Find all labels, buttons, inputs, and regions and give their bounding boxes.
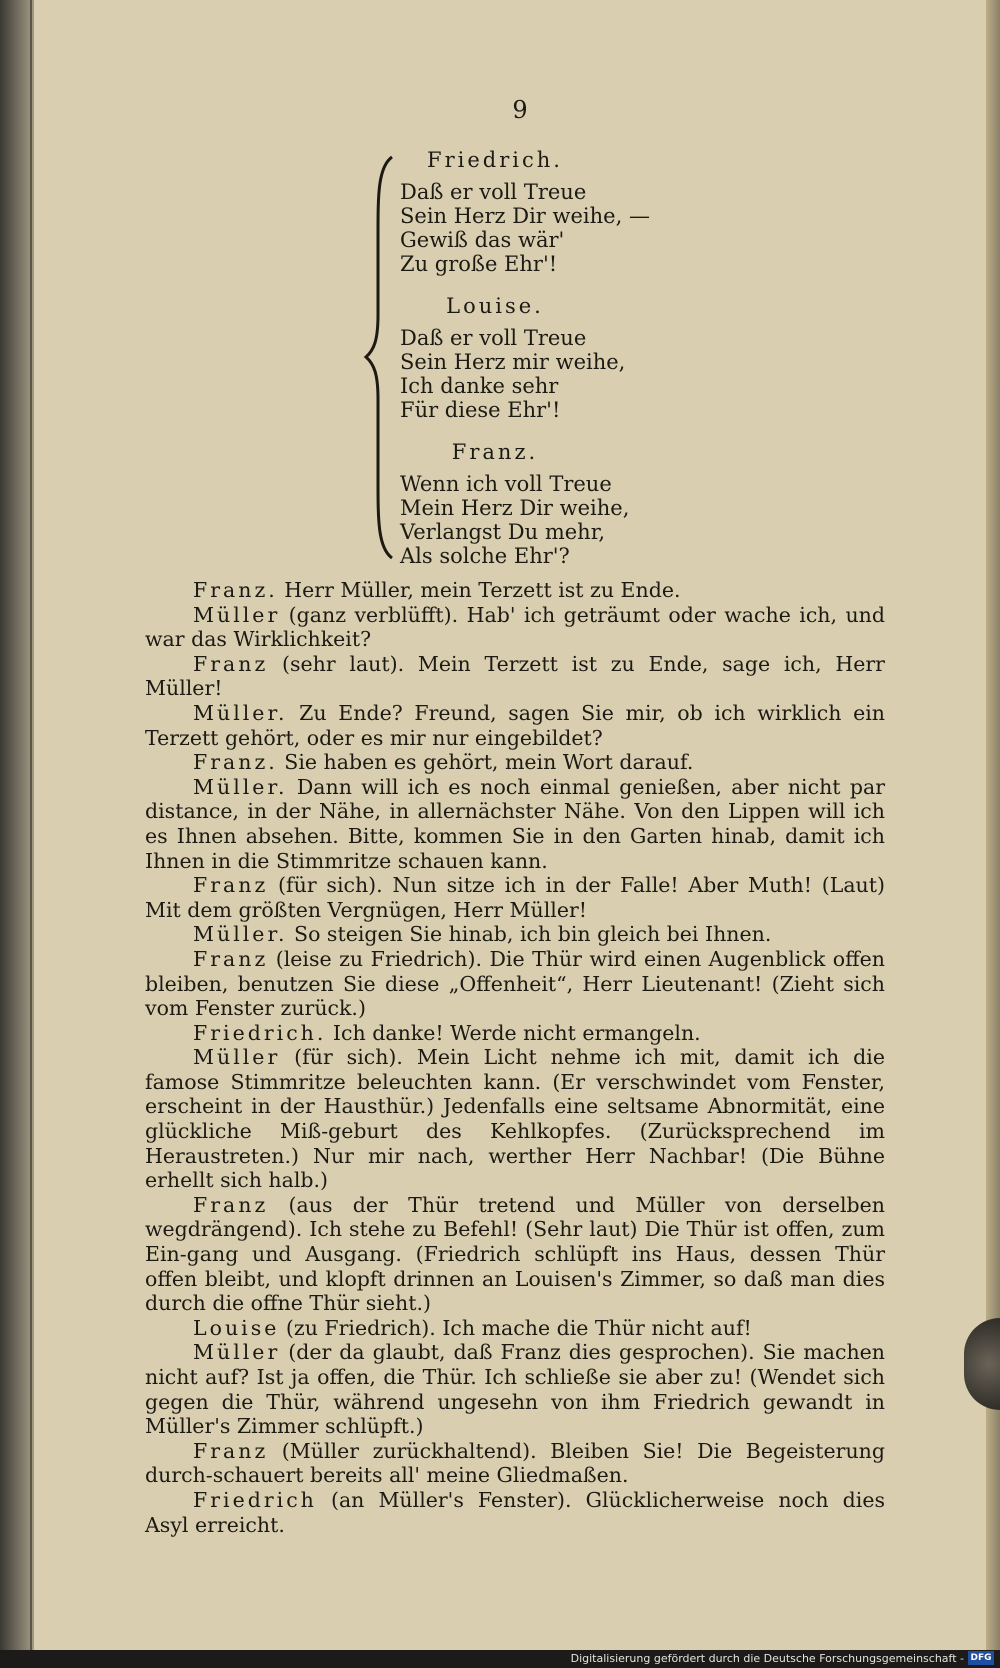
speaker-name: Franz	[193, 1192, 269, 1217]
dialogue-text: (an Müller's Fenster). Glücklicherweise noch dies Asyl erreicht.	[145, 1487, 885, 1537]
speaker-name: Müller	[193, 602, 281, 627]
speaker-name: Friedrich	[193, 1487, 317, 1512]
dialogue-text: (sehr laut). Mein Terzett ist zu Ende, sage ich, Herr Müller!	[145, 651, 885, 701]
speaker-name: Franz	[193, 946, 269, 971]
verse-speaker: Friedrich.	[427, 148, 563, 172]
dialogue-line	[145, 1439, 885, 1488]
verse-line: Für diese Ehr'!	[400, 398, 561, 422]
dialogue-line	[145, 652, 885, 701]
dialogue-text: (ganz verblüfft). Hab' ich geträumt oder wache ich, und war das Wirklichkeit?	[145, 602, 885, 652]
dialogue-text: (für sich). Mein Licht nehme ich mit, damit ich die famose Stimmritze beleuchten kann. (Er verschwindet vom Fenster, erscheint in der Hausthür.) Jedenfalls eine seltsame Abnormität, eine glückliche Miß-geburt des Kehlkopfes. (Zurücksprechend im Heraustreten.) Nur mir nach, werther Herr Nachbar! (Die Bühne erhellt sich halb.)	[145, 1045, 885, 1193]
speaker-name: Müller.	[193, 922, 288, 947]
dialogue-text: (für sich). Nun sitze ich in der Falle! Aber Muth! (Laut) Mit dem größten Vergnügen, Herr Müller!	[145, 873, 885, 922]
dialogue-line	[145, 603, 885, 652]
verse-line: Daß er voll Treue	[400, 326, 587, 350]
verse-block	[400, 148, 660, 276]
dialogue-text: (zu Friedrich). Ich mache die Thür nicht auf!	[279, 1315, 752, 1340]
dialogue-line	[145, 1045, 885, 1193]
page-edge	[986, 0, 1000, 1668]
verse-block	[400, 440, 660, 568]
dialogue-text: Sie haben es gehört, mein Wort darauf.	[277, 750, 694, 775]
speaker-name: Franz.	[193, 750, 278, 775]
book-spine	[0, 0, 34, 1668]
dfg-logo: DFG	[968, 1651, 994, 1665]
speaker-name: Müller.	[193, 700, 288, 725]
dialogue-line	[145, 1021, 885, 1046]
verse-line: Gewiß das wär'	[400, 228, 565, 252]
verse-line: Wenn ich voll Treue	[400, 472, 612, 496]
spine-edge	[30, 0, 32, 1668]
scanner-thumb	[964, 1318, 1000, 1410]
dialogue-text: So steigen Sie hinab, ich bin gleich bei Ihnen.	[287, 922, 772, 947]
verse-line: Mein Herz Dir weihe,	[400, 496, 630, 520]
dialogue-line	[145, 1488, 885, 1537]
dialogue-text: (aus der Thür tretend und Müller von derselben wegdrängend). Ich stehe zu Befehl! (Sehr laut) Die Thür ist offen, zum Ein-gang und Ausgang. (Friedrich schlüpft ins Haus, dessen Thür offen bleibt, und klopft drinnen an Louisen's Zimmer, so daß man dies durch die offne Thür sieht.)	[145, 1192, 885, 1316]
dialogue-line	[145, 1340, 885, 1438]
page-number: 9	[512, 96, 528, 124]
dialogue-line	[145, 578, 885, 603]
speaker-name: Franz	[193, 651, 269, 676]
verse-speaker: Franz.	[451, 440, 539, 464]
footer-credit: Digitalisierung gefördert durch die Deutsche Forschungsgemeinschaft -	[570, 1652, 964, 1665]
dialogue-line	[145, 947, 885, 1021]
verse-speaker: Louise.	[446, 294, 544, 318]
dialogue-text: Herr Müller, mein Terzett ist zu Ende.	[277, 578, 681, 602]
verse-line: Als solche Ehr'?	[400, 544, 570, 568]
dialogue-text: (Müller zurückhaltend). Bleiben Sie! Die Begeisterung durch-schauert bereits all' meine Gliedmaßen.	[145, 1438, 885, 1488]
dialogue-line	[145, 750, 885, 775]
speaker-name: Franz	[193, 1438, 269, 1463]
verse-block	[400, 294, 660, 422]
dialogue-line	[145, 873, 885, 922]
dialogue-text: (der da glaubt, daß Franz dies gesprochen). Sie machen nicht auf? Ist ja offen, die Thür. Ich schließe sie aber zu! (Wendet sich gegen die Thür, während ungesehn von ihm Friedrich gewandt in Müller's Zimmer schlüpft.)	[145, 1340, 885, 1439]
dialogue-text: Dann will ich es noch einmal genießen, aber nicht par distance, in der Nähe, in allernächster Nähe. Von den Lippen will ich es Ihnen absehen. Bitte, kommen Sie in den Garten hinab, damit ich Ihnen in die Stimmritze schauen kann.	[145, 774, 885, 873]
speaker-name: Franz.	[193, 578, 278, 602]
dialogue-line	[145, 922, 885, 947]
dialogue-text: Zu Ende? Freund, sagen Sie mir, ob ich wirklich ein Terzett gehört, oder es mir nur eingebildet?	[145, 700, 885, 750]
dialogue-text: Ich danke! Werde nicht ermangeln.	[326, 1020, 701, 1045]
verse-section	[400, 148, 660, 586]
dialogue-section	[145, 578, 885, 1537]
verse-line: Daß er voll Treue	[400, 180, 587, 204]
dialogue-line	[145, 1316, 885, 1341]
speaker-name: Müller.	[193, 774, 288, 799]
speaker-name: Louise	[193, 1315, 280, 1340]
verse-brace	[362, 155, 398, 560]
dialogue-line	[145, 1193, 885, 1316]
speaker-name: Müller	[193, 1340, 281, 1365]
verse-line: Zu große Ehr'!	[400, 252, 558, 276]
dialogue-line	[145, 775, 885, 873]
dialogue-text: (leise zu Friedrich). Die Thür wird einen Augenblick offen bleiben, benutzen Sie diese „Offenheit“, Herr Lieutenant! (Zieht sich vom Fenster zurück.)	[145, 946, 885, 1021]
speaker-name: Franz	[193, 873, 269, 898]
verse-line: Verlangst Du mehr,	[400, 520, 606, 544]
verse-line: Ich danke sehr	[400, 374, 559, 398]
speaker-name: Friedrich.	[193, 1020, 327, 1045]
verse-line: Sein Herz Dir weihe, —	[400, 204, 650, 228]
dialogue-line	[145, 701, 885, 750]
verse-line: Sein Herz mir weihe,	[400, 350, 626, 374]
speaker-name: Müller	[193, 1045, 281, 1070]
